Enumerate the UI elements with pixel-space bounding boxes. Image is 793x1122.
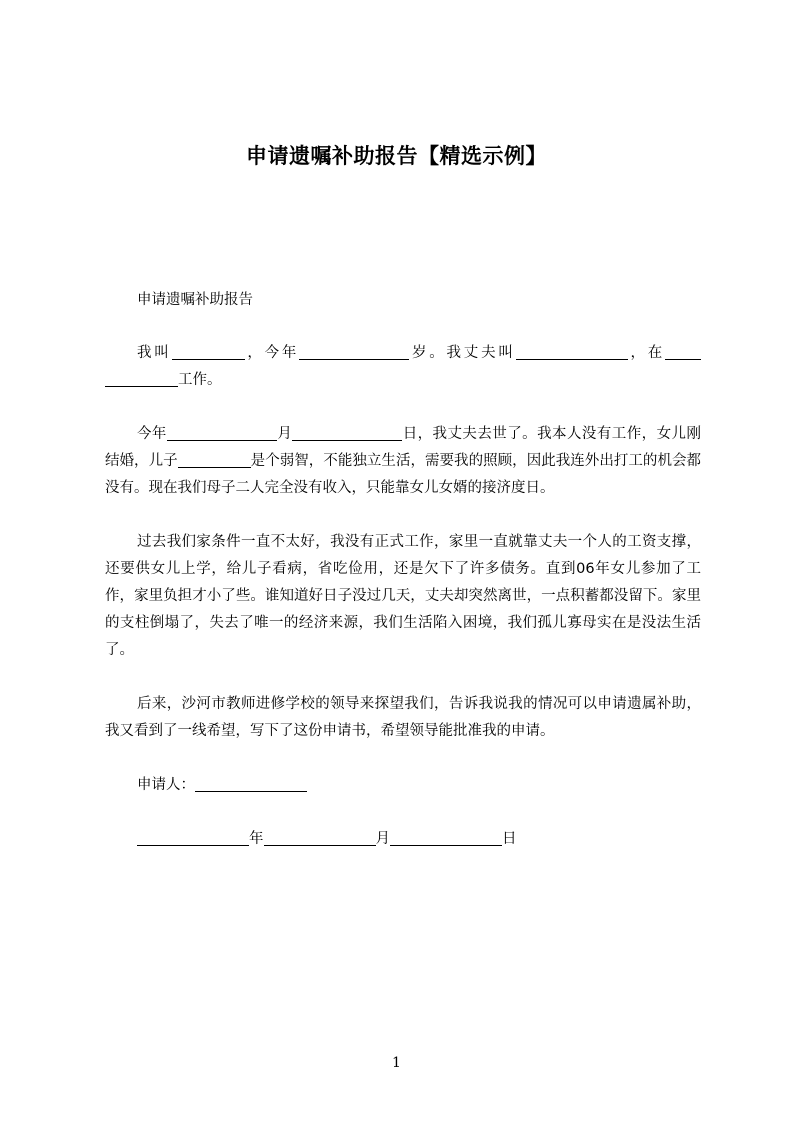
page-number: 1 xyxy=(392,1055,401,1071)
text-segment: ，今年 xyxy=(244,345,300,361)
text-segment: 今年 xyxy=(137,426,167,442)
paragraph-request: 后来，沙河市教师进修学校的领导来探望我们，告诉我说我的情况可以申请遗属补助，我又看到了一线希望，写下了这份申请书，希望领导能批准我的申请。 xyxy=(105,696,701,739)
document-body xyxy=(105,287,701,853)
document-title: 申请遗嘱补助报告【精选示例】 xyxy=(246,144,547,168)
date-year-blank xyxy=(137,829,249,846)
signature-line xyxy=(105,772,701,799)
text-segment: 是个弱智，不能独立生活，需要我的照顾，因此我连外出打工的机会都没有。现在我们母子二人完全没有收入，只能靠女儿女婿的接济度日。 xyxy=(105,453,701,496)
text-segment: 月 xyxy=(276,426,293,442)
signature-label: 申请人： xyxy=(137,777,195,793)
text-segment: ，在 xyxy=(627,345,665,361)
text-segment: 岁。我丈夫叫 xyxy=(409,345,516,361)
text-segment: 我叫 xyxy=(137,345,172,361)
section-heading: 申请遗嘱补助报告 xyxy=(137,292,253,308)
paragraph-name-age xyxy=(105,340,701,394)
year-blank xyxy=(167,424,277,441)
paragraph-background: 过去我们家条件一直不太好，我没有正式工作，家里一直就靠丈夫一个人的工资支撑，还要供女儿上学，给儿子看病，省吃俭用，还是欠下了许多债务。直到06年女儿参加了工作，家里负担才小了些。谁知道好日子没过几天，丈夫却突然离世，一点积蓄都没留下。家里的支柱倒塌了，失去了唯一的经济来源，我们生活陷入困境，我们孤儿寡母实在是没法生活了。 xyxy=(105,534,701,658)
workplace-blank-part2 xyxy=(105,370,178,387)
name-blank xyxy=(172,343,245,360)
date-day-blank xyxy=(390,829,502,846)
date-month-label: 月 xyxy=(375,831,390,847)
paragraph-situation xyxy=(105,421,701,502)
date-month-blank xyxy=(264,829,376,846)
workplace-blank-part1 xyxy=(665,343,701,360)
age-blank xyxy=(299,343,409,360)
text-segment: 日，我丈夫去世了。我本人没有工作，女儿刚结婚，儿子 xyxy=(105,426,701,469)
date-day-label: 日 xyxy=(502,831,517,847)
date-line xyxy=(105,826,701,853)
text-segment: 工作。 xyxy=(178,372,222,388)
month-blank xyxy=(292,424,402,441)
son-name-blank xyxy=(178,451,251,468)
signature-blank xyxy=(195,775,307,792)
husband-name-blank xyxy=(516,343,628,360)
date-year-label: 年 xyxy=(249,831,264,847)
